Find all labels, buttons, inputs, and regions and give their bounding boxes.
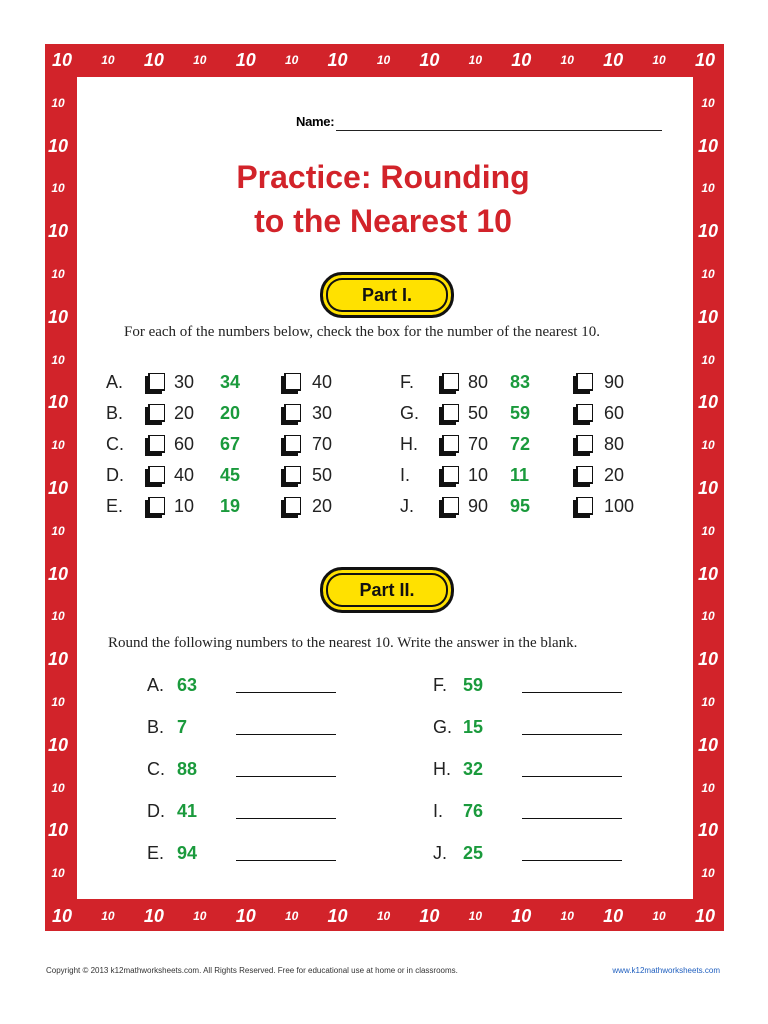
item-letter: G. <box>433 717 453 737</box>
option-lower: 60 <box>174 434 195 454</box>
border-ten-44: 10 <box>47 392 69 413</box>
part1-item <box>400 432 660 458</box>
item-letter: I. <box>400 465 411 485</box>
checkbox-upper[interactable] <box>284 404 301 422</box>
border-ten-6: 10 <box>193 53 207 67</box>
title-line-1: Practice: Rounding <box>236 159 530 195</box>
name-field[interactable] <box>296 112 666 134</box>
name-blank-line[interactable] <box>336 130 662 131</box>
border-ten-46: 10 <box>51 438 65 453</box>
item-letter: B. <box>147 717 165 737</box>
part2-item <box>433 756 633 784</box>
checkbox-upper[interactable] <box>576 466 593 484</box>
border-ten-59: 10 <box>701 695 715 709</box>
border-ten-3: 10 <box>101 909 115 923</box>
checkbox-upper[interactable] <box>284 497 301 515</box>
name-label: Name: <box>296 114 335 129</box>
border-ten-0: 10 <box>51 50 73 70</box>
part1-item <box>106 401 366 427</box>
number-to-round: 83 <box>510 372 531 392</box>
option-lower: 40 <box>174 465 195 485</box>
number-to-round: 45 <box>220 465 241 485</box>
border-ten-65: 10 <box>697 820 719 841</box>
border-ten-25: 10 <box>603 906 624 926</box>
border-ten-10: 10 <box>284 53 299 67</box>
checkbox-upper[interactable] <box>576 497 593 515</box>
border-ten-55: 10 <box>701 609 715 624</box>
answer-blank[interactable] <box>522 776 622 777</box>
item-letter: H. <box>400 434 418 454</box>
number-to-round: 19 <box>220 496 241 516</box>
part1-item <box>106 463 366 489</box>
part2-badge: Part II. <box>320 567 454 613</box>
border-ten-19: 10 <box>468 909 483 923</box>
option-upper: 50 <box>312 465 333 485</box>
part2-item <box>433 798 633 826</box>
checkbox-lower[interactable] <box>442 404 459 422</box>
part2-item <box>147 840 347 868</box>
border-ten-17: 10 <box>419 906 440 926</box>
border-ten-18: 10 <box>468 53 483 67</box>
border-ten-42: 10 <box>51 352 65 367</box>
item-letter: J. <box>400 496 415 516</box>
border-ten-40: 10 <box>47 306 69 327</box>
border-ten-8: 10 <box>235 50 256 70</box>
option-lower: 30 <box>174 372 195 392</box>
border-ten-63: 10 <box>701 780 715 795</box>
checkbox-upper[interactable] <box>284 373 301 391</box>
item-letter: D. <box>147 801 165 821</box>
part1-item <box>400 370 660 396</box>
border-ten-35: 10 <box>701 181 715 196</box>
border-ten-62: 10 <box>51 780 65 795</box>
checkbox-lower[interactable] <box>148 373 165 391</box>
border-ten-29: 10 <box>694 906 716 926</box>
border-ten-12: 10 <box>327 50 348 70</box>
item-letter: J. <box>433 843 448 863</box>
number-to-round: 7 <box>177 717 188 737</box>
item-letter: H. <box>433 759 451 779</box>
checkbox-lower[interactable] <box>442 497 459 515</box>
checkbox-lower[interactable] <box>148 466 165 484</box>
border-ten-39: 10 <box>701 267 715 281</box>
border-ten-54: 10 <box>51 609 65 624</box>
border-ten-48: 10 <box>47 478 69 498</box>
checkbox-lower[interactable] <box>442 373 459 391</box>
item-letter: B. <box>106 403 124 423</box>
worksheet-title <box>150 155 616 243</box>
item-letter: A. <box>147 675 165 695</box>
border-ten-5: 10 <box>143 906 164 926</box>
border-ten-31: 10 <box>701 95 715 110</box>
item-letter: A. <box>106 372 124 392</box>
border-ten-47: 10 <box>701 438 715 453</box>
border-ten-51: 10 <box>701 523 715 538</box>
border-ten-26: 10 <box>652 53 666 67</box>
border-ten-56: 10 <box>47 649 69 670</box>
border-ten-2: 10 <box>101 53 115 67</box>
part2-item <box>147 714 347 742</box>
option-upper: 20 <box>604 465 625 485</box>
option-lower: 70 <box>468 434 489 454</box>
option-lower: 90 <box>468 496 489 516</box>
border-ten-53: 10 <box>697 563 719 584</box>
checkbox-lower[interactable] <box>148 404 165 422</box>
part2-item <box>433 672 633 700</box>
border-ten-66: 10 <box>51 866 65 881</box>
number-to-round: 41 <box>177 801 198 821</box>
border-ten-9: 10 <box>235 906 256 926</box>
border-ten-13: 10 <box>327 906 348 926</box>
checkbox-upper[interactable] <box>576 435 593 453</box>
answer-blank[interactable] <box>522 860 622 861</box>
border-ten-7: 10 <box>193 909 207 923</box>
number-to-round: 95 <box>510 496 531 516</box>
border-ten-14: 10 <box>376 53 391 67</box>
part2-instruction: Round the following numbers to the nearest 10. Write the answer in the blank. <box>108 635 578 651</box>
copyright-text: Copyright © 2013 k12mathworksheets.com. All Rights Reserved. Free for educational use at home or in classrooms. <box>46 966 458 975</box>
item-letter: C. <box>106 434 124 454</box>
answer-blank[interactable] <box>522 692 622 693</box>
option-upper: 40 <box>312 372 333 392</box>
border-ten-33: 10 <box>697 135 719 156</box>
option-upper: 90 <box>604 372 625 392</box>
option-lower: 20 <box>174 403 195 423</box>
border-ten-34: 10 <box>51 181 65 196</box>
option-upper: 20 <box>312 496 333 516</box>
part1-item <box>106 494 366 520</box>
border-ten-16: 10 <box>419 50 440 70</box>
checkbox-lower[interactable] <box>442 466 459 484</box>
answer-blank[interactable] <box>236 860 336 861</box>
border-ten-1: 10 <box>51 906 73 926</box>
item-letter: G. <box>400 403 420 423</box>
website-link[interactable]: www.k12mathworksheets.com <box>612 966 720 975</box>
title-line-2: to the Nearest 10 <box>254 203 512 239</box>
option-upper: 100 <box>604 496 635 516</box>
option-lower: 50 <box>468 403 489 423</box>
checkbox-upper[interactable] <box>284 466 301 484</box>
border-ten-41: 10 <box>697 306 719 327</box>
checkbox-upper[interactable] <box>576 404 593 422</box>
number-to-round: 67 <box>220 434 241 454</box>
number-to-round: 59 <box>463 675 484 695</box>
border-ten-67: 10 <box>701 866 715 881</box>
number-to-round: 11 <box>510 465 530 485</box>
border-ten-24: 10 <box>603 50 624 70</box>
border-ten-23: 10 <box>560 909 574 923</box>
border-ten-49: 10 <box>697 478 719 498</box>
answer-blank[interactable] <box>236 776 336 777</box>
checkbox-upper[interactable] <box>576 373 593 391</box>
border-ten-60: 10 <box>47 734 69 755</box>
border-ten-4: 10 <box>143 50 164 70</box>
border-ten-64: 10 <box>47 820 69 841</box>
border-ten-61: 10 <box>697 734 719 755</box>
border-ten-58: 10 <box>51 695 65 709</box>
number-to-round: 34 <box>220 372 241 392</box>
option-upper: 30 <box>312 403 333 423</box>
number-to-round: 72 <box>510 434 531 454</box>
border-ten-27: 10 <box>652 909 666 923</box>
option-lower: 10 <box>468 465 489 485</box>
border-ten-52: 10 <box>47 563 69 584</box>
border-ten-15: 10 <box>376 909 391 923</box>
part1-item <box>106 370 366 396</box>
number-to-round: 59 <box>510 403 531 423</box>
option-upper: 60 <box>604 403 625 423</box>
number-to-round: 94 <box>177 843 198 863</box>
option-lower: 10 <box>174 496 195 516</box>
part1-item <box>400 494 660 520</box>
item-letter: D. <box>106 465 124 485</box>
border-ten-45: 10 <box>697 392 719 413</box>
item-letter: I. <box>433 801 444 821</box>
part2-item <box>433 840 633 868</box>
option-upper: 70 <box>312 434 333 454</box>
number-to-round: 20 <box>220 403 241 423</box>
part1-item <box>106 432 366 458</box>
part1-item <box>400 463 660 489</box>
border-ten-22: 10 <box>560 53 574 67</box>
border-ten-50: 10 <box>51 523 65 538</box>
number-to-round: 76 <box>463 801 484 821</box>
item-letter: C. <box>147 759 165 779</box>
border-ten-11: 10 <box>284 909 299 923</box>
item-letter: E. <box>106 496 124 516</box>
border-ten-20: 10 <box>511 50 532 70</box>
border-ten-37: 10 <box>697 221 719 242</box>
border-ten-57: 10 <box>697 649 719 670</box>
number-to-round: 25 <box>463 843 484 863</box>
item-letter: E. <box>147 843 165 863</box>
border-ten-32: 10 <box>47 135 69 156</box>
checkbox-upper[interactable] <box>284 435 301 453</box>
answer-blank[interactable] <box>236 818 336 819</box>
item-letter: F. <box>400 372 415 392</box>
border-ten-30: 10 <box>51 95 65 110</box>
part1-badge: Part I. <box>320 272 454 318</box>
answer-blank[interactable] <box>236 692 336 693</box>
border-ten-43: 10 <box>701 352 715 367</box>
number-to-round: 32 <box>463 759 484 779</box>
item-letter: F. <box>433 675 448 695</box>
answer-blank[interactable] <box>522 734 622 735</box>
number-to-round: 15 <box>463 717 484 737</box>
checkbox-lower[interactable] <box>148 435 165 453</box>
part1-instruction: For each of the numbers below, check the box for the number of the nearest 10. <box>124 324 600 340</box>
option-upper: 80 <box>604 434 625 454</box>
number-to-round: 63 <box>177 675 198 695</box>
border-ten-38: 10 <box>51 267 65 281</box>
border-ten-36: 10 <box>47 221 69 242</box>
number-to-round: 88 <box>177 759 198 779</box>
border-ten-21: 10 <box>511 906 532 926</box>
part1-item <box>400 401 660 427</box>
answer-blank[interactable] <box>522 818 622 819</box>
part2-item <box>433 714 633 742</box>
border-ten-28: 10 <box>694 50 716 70</box>
part2-item <box>147 672 347 700</box>
checkbox-lower[interactable] <box>148 497 165 515</box>
checkbox-lower[interactable] <box>442 435 459 453</box>
part2-item <box>147 798 347 826</box>
part2-item <box>147 756 347 784</box>
answer-blank[interactable] <box>236 734 336 735</box>
option-lower: 80 <box>468 372 489 392</box>
